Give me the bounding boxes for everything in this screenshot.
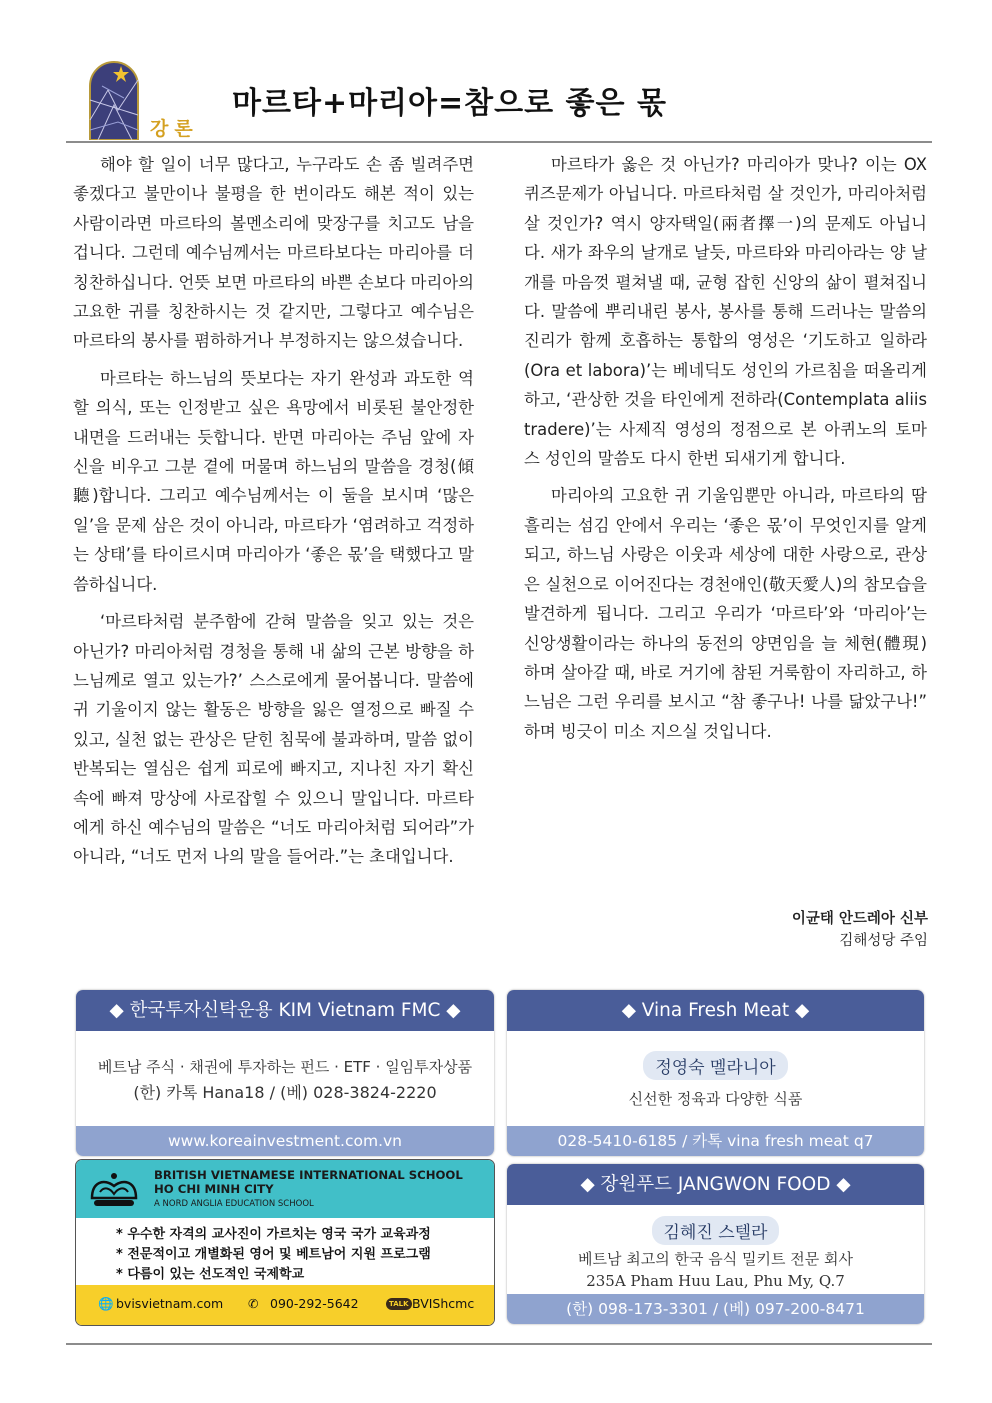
author-name: 이균태 안드레아 신부 (791, 911, 928, 927)
ad-vina-fresh-meat[interactable] (507, 990, 924, 1156)
ad-contact-name: 정영숙 멜라니아 (643, 1051, 787, 1080)
ad-kim-vietnam[interactable] (76, 990, 494, 1156)
ad-description: 베트남 최고의 한국 음식 밀키트 전문 회사 (578, 1250, 853, 1268)
ad-contact-phone[interactable]: (한) 098-173-3301 / (베) 097-200-8471 (507, 1294, 924, 1324)
phone-icon: ✆ (248, 1296, 259, 1311)
school-features: * 우수한 자격의 교사진이 가르치는 영국 국가 교육과정 * 전문적이고 개별화된 영어 및 베트남어 지원 프로그램 * 다름이 있는 선도적인 국제학교 (116, 1227, 431, 1282)
kakaotalk-icon: TALK (386, 1298, 412, 1310)
ad-title: ◆ 장원푸드 JANGWON FOOD ◆ (507, 1164, 924, 1205)
article-left-column (73, 150, 474, 880)
ad-title: ◆ Vina Fresh Meat ◆ (507, 990, 924, 1031)
school-affiliation: A NORD ANGLIA EDUCATION SCHOOL (154, 1199, 314, 1209)
ad-contact: (한) 카톡 Hana18 / (베) 028-3824-2220 (133, 1083, 437, 1102)
globe-icon: 🌐 (98, 1296, 114, 1311)
school-name: BRITISH VIETNAMESE INTERNATIONAL SCHOOL HO CHI MINH CITY (154, 1168, 463, 1196)
crown-crest-icon (86, 1168, 142, 1212)
page-title: 마르타+마리아=참으로 좋은 몫 (232, 86, 667, 121)
stained-glass-logo (88, 60, 140, 140)
ad-jangwon-food[interactable] (507, 1164, 924, 1324)
ad-website-link[interactable]: www.koreainvestment.com.vn (76, 1126, 494, 1156)
ad-bvis-school[interactable] (75, 1159, 495, 1326)
paragraph: 마리아의 고요한 귀 기울임뿐만 아니라, 마르타의 땀 흘리는 섬김 안에서 우리는 ‘좋은 몫’이 무엇인지를 알게 되고, 하느님 사랑은 이웃과 세상에 대한 사랑으로, 관상은 실천으로 이어진다는 경천애인(敬天愛人)의 참모습을 발견하게 됩니다. 그리고 우리가 ‘마르타’와 ‘마리아’는 신앙생활이라는 하나의 동전의 양면임을 늘 체현(體現)하며 살아갈 때, 바로 거기에 참된 거룩함이 자리하고, 하느님은 그런 우리를 보시고 “참 좋구나! 나를 닮았구나!” 하며 빙긋이 미소 지으실 것입니다. (524, 486, 927, 741)
section-label: 강론 (150, 118, 199, 140)
paragraph: 마르타는 하느님의 뜻보다는 자기 완성과 과도한 역할 의식, 또는 인정받고 싶은 욕망에서 비롯된 불안정한 내면을 드러내는 듯합니다. 반면 마리아는 주님 앞에 자신을 비우고 그분 곁에 머물며 하느님의 말씀을 경청(傾聽)합니다. 그리고 예수님께서는 이 둘을 보시며 ‘많은 일’을 문제 삼은 것이 아니라, 마르타가 ‘염려하고 걱정하는 상태’를 타이르시며 마리아가 ‘좋은 몫’을 택했다고 말씀하십니다. (73, 368, 474, 594)
ad-description: 신선한 정육과 다양한 식품 (628, 1090, 803, 1108)
author-role: 김해성당 주임 (839, 933, 928, 949)
school-kakaotalk-id[interactable]: BVIShcmc (412, 1296, 475, 1311)
ad-contact-phone[interactable]: 028-5410-6185 / 카톡 vina fresh meat q7 (507, 1126, 924, 1156)
paragraph: 마르타가 옳은 것 아닌가? 마리아가 맞나? 이는 OX 퀴즈문제가 아닙니다. 마르타처럼 살 것인가, 마리아처럼 살 것인가? 역시 양자택일(兩者擇一)의 문제도 아닙니다. 새가 좌우의 날개로 날듯, 마르타와 마리아라는 양 날개를 마음껏 펼쳐낼 때, 균형 잡힌 신앙의 삶이 펼쳐집니다. 말씀에 뿌리내린 봉사, 봉사를 통해 드러나는 말씀의 진리가 함께 호흡하는 통합의 영성은 ‘기도하고 일하라(Ora et labora)’는 베네딕도 성인의 가르침을 떠올리게 하고, ‘관상한 것을 타인에게 전하라(Contemplata aliis tradere)’는 사제직 영성의 정점으로 본 아퀴노의 토마스 성인의 말씀도 다시 한번 되새기게 합니다. (524, 155, 927, 469)
top-divider (66, 141, 932, 143)
page-header (66, 56, 932, 142)
school-website-link[interactable]: bvisvietnam.com (116, 1296, 224, 1311)
ad-title: ◆ 한국투자신탁운용 KIM Vietnam FMC ◆ (76, 990, 494, 1031)
school-phone[interactable]: 090-292-5642 (270, 1296, 359, 1311)
paragraph: 해야 할 일이 너무 많다고, 누구라도 손 좀 빌려주면 좋겠다고 불만이나 불평을 한 번이라도 해본 적이 있는 사람이라면 마르타의 볼멘소리에 맞장구를 치고도 남을 겁니다. 그런데 예수님께서는 마르타보다는 마리아를 더 칭찬하십니다. 언뜻 보면 마르타의 바쁜 손보다 마리아의 고요한 귀를 칭찬하시는 것 같지만, 그렇다고 예수님은 마르타의 봉사를 폄하하거나 부정하지는 않으셨습니다. (73, 155, 474, 351)
paragraph: ‘마르타처럼 분주함에 갇혀 말씀을 잊고 있는 것은 아닌가? 마리아처럼 경청을 통해 내 삶의 근본 방향을 하느님께로 열고 있는가?’ 스스로에게 물어봅니다. 말씀에 귀 기울이지 않는 활동은 방향을 잃은 열정으로 빠질 수 있고, 실천 없는 관상은 닫힌 침묵에 불과하며, 말씀 없이 반복되는 열심은 쉽게 피로에 빠지고, 지나친 자기 확신 속에 빠져 망상에 사로잡힐 수 있으니 말입니다. 마르타에게 하신 예수님의 말씀은 “너도 마리아처럼 되어라”가 아니라, “너도 먼저 나의 말을 들어라.”는 초대입니다. (73, 612, 474, 867)
ad-description: 베트남 주식 · 채권에 투자하는 펀드 · ETF · 일임투자상품 (97, 1058, 473, 1076)
bottom-divider (66, 1343, 932, 1345)
ad-address: 235A Pham Huu Lau, Phu My, Q.7 (586, 1272, 845, 1290)
article-right-column (524, 150, 927, 754)
ad-contact-name: 김혜진 스텔라 (652, 1216, 780, 1245)
school-contact-bar (76, 1285, 494, 1325)
